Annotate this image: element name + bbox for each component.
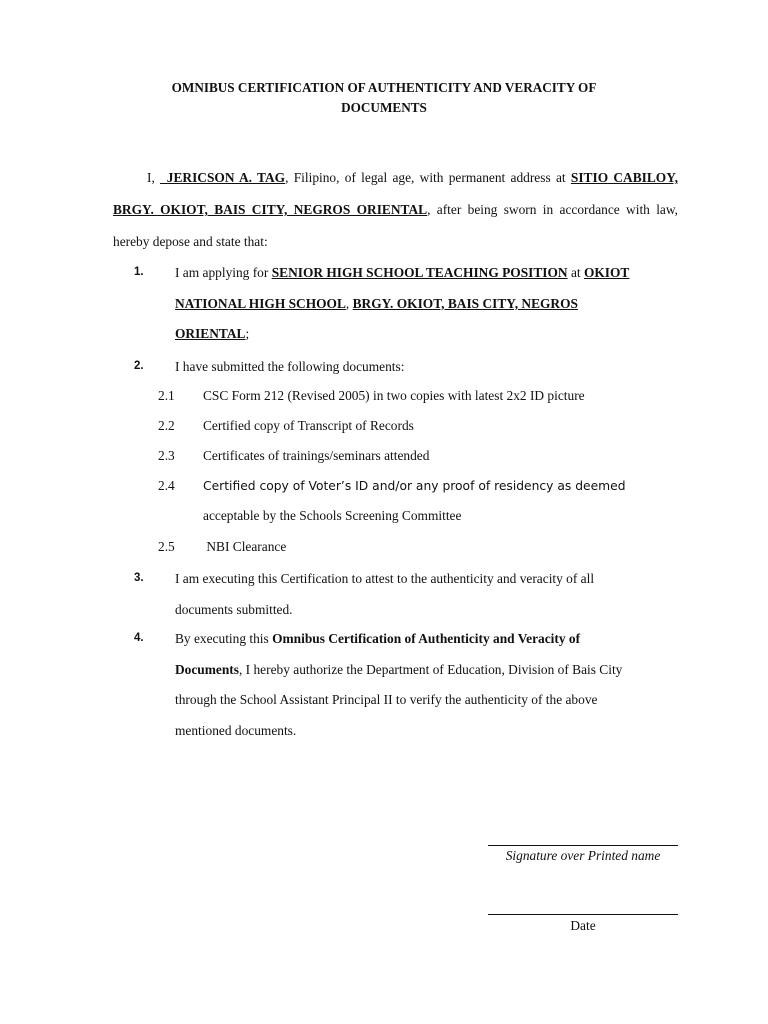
item-text: I am executing this Certification to attest to the authenticity and veracity of all documents submitted. — [175, 571, 595, 617]
intro-post: , after being sworn in accordance with law, hereby depose and state that: — [113, 202, 679, 249]
document-text: NBI Clearance — [203, 539, 287, 554]
document-text: Certified copy of Transcript of Records — [203, 418, 414, 433]
title-line-1: OMNIBUS CERTIFICATION OF AUTHENTICITY AND VERACITY OF — [171, 80, 597, 95]
item-number: 4. — [134, 632, 144, 644]
date-label: Date — [570, 918, 596, 933]
item-text: I have submitted the following documents: — [175, 359, 405, 374]
item-text — [175, 258, 645, 350]
document-number: 2.5 — [158, 539, 175, 554]
document-number: 2.4 — [158, 478, 175, 493]
intro-paragraph — [113, 162, 678, 258]
school-name: OKIOT NATIONAL HIGH SCHOOL — [175, 265, 630, 311]
document-number: 2.1 — [158, 388, 175, 403]
document-number: 2.3 — [158, 448, 175, 463]
document-text: Certified copy of Voter’s ID and/or any proof of residency as deemed — [203, 479, 626, 493]
intro-mid: , Filipino, of legal age, with permanent address at — [285, 170, 571, 185]
applied-position: SENIOR HIGH SCHOOL TEACHING POSITION — [271, 265, 568, 280]
item-4-post: , I hereby authorize the Department of Education, Division of Bais City through the School Assistant Principal II to verify the authenticity of the above mentioned documents. — [175, 661, 623, 738]
document-title — [130, 78, 638, 118]
document-number: 2.2 — [158, 418, 175, 433]
signature-line — [488, 845, 678, 846]
document-text-continued: acceptable by the Schools Screening Committee — [203, 508, 462, 523]
signature-label: Signature over Printed name — [505, 848, 661, 863]
date-line — [488, 914, 678, 915]
declarant-name: _JERICSON A. TAG — [160, 170, 286, 185]
document-text: CSC Form 212 (Revised 2005) in two copies with latest 2x2 ID picture — [203, 388, 585, 403]
school-location: BRGY. OKIOT, BAIS CITY, NEGROS ORIENTAL — [175, 295, 578, 341]
item-text — [175, 624, 645, 746]
item-1-pre: I am applying for — [175, 265, 272, 280]
intro-pre-name: I, — [147, 170, 161, 185]
document-text: Certificates of trainings/seminars attended — [203, 448, 430, 463]
item-1-end: ; — [245, 326, 250, 341]
permanent-address: SITIO CABILOY, BRGY. OKIOT, BAIS CITY, NEGROS ORIENTAL — [113, 170, 678, 217]
item-number: 3. — [134, 572, 144, 584]
item-number: 1. — [134, 266, 144, 278]
title-line-2: DOCUMENTS — [341, 100, 427, 115]
item-1-sep: , — [345, 295, 353, 311]
certification-name: Omnibus Certification of Authenticity and Veracity of Documents — [175, 631, 581, 677]
item-number: 2. — [134, 360, 144, 372]
item-4-pre: By executing this — [175, 631, 273, 646]
item-1-mid: at — [567, 265, 584, 280]
